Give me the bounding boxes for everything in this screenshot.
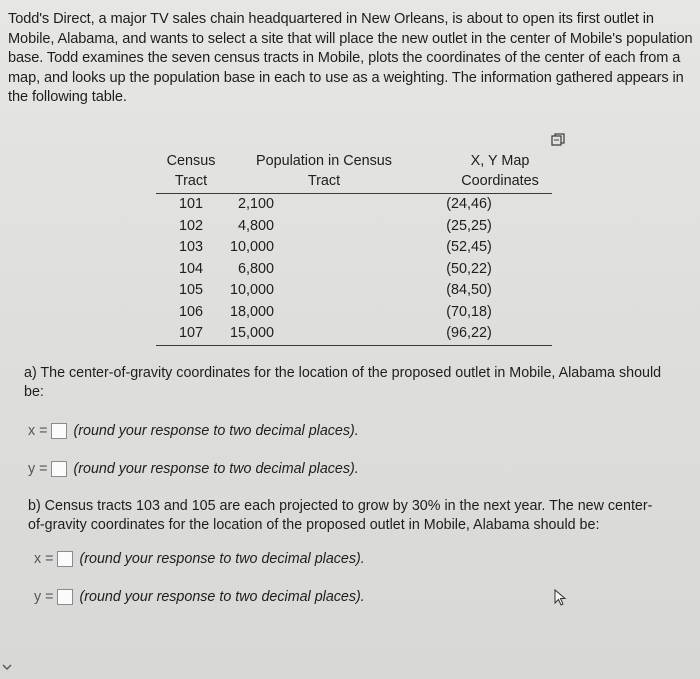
part-a-x-input[interactable] <box>51 423 67 439</box>
table-header-row <box>156 150 552 194</box>
tract-cell: 107 <box>156 323 226 345</box>
tract-cell: 101 <box>178 196 203 212</box>
header-census-tract: Census Tract <box>156 150 226 194</box>
coordinates-cell: (52,45) <box>446 239 492 255</box>
census-table <box>156 150 552 346</box>
table-row <box>156 216 552 238</box>
part-b-x-row <box>34 551 365 567</box>
population-cell: 2,100 <box>238 196 275 212</box>
mouse-pointer-icon <box>553 588 569 608</box>
part-b-x-label: x = <box>34 551 54 567</box>
part-b-y-row <box>34 589 365 605</box>
tract-cell: 106 <box>178 303 203 320</box>
coordinates-cell: (84,50) <box>446 282 492 298</box>
part-a-x-hint: (round your response to two decimal places). <box>73 423 359 439</box>
coordinates-cell: (50,22) <box>446 260 492 277</box>
header-coordinates: X, Y Map Coordinates <box>422 150 552 194</box>
part-a-y-row <box>28 461 359 477</box>
population-cell: 18,000 <box>230 303 275 320</box>
coordinates-cell: (70,18) <box>446 303 492 320</box>
part-a-x-label: x = <box>28 423 48 439</box>
part-b-x-hint: (round your response to two decimal places). <box>79 551 365 567</box>
part-a-y-hint: (round your response to two decimal places). <box>73 461 359 477</box>
copy-table-icon[interactable] <box>551 133 565 147</box>
tract-cell: 104 <box>178 260 203 277</box>
part-a-y-label: y = <box>28 461 48 477</box>
coordinates-cell: (25,25) <box>446 217 492 234</box>
tract-cell: 103 <box>178 239 203 255</box>
tract-cell: 105 <box>178 282 203 298</box>
coordinates-cell: (96,22) <box>422 323 552 345</box>
tract-cell: 102 <box>178 217 203 234</box>
part-b-prompt: b) Census tracts 103 and 105 are each projected to grow by 30% in the next year. The new center-of-gravity coordinates for the location of the proposed outlet in Mobile, Alabama should be: <box>28 498 653 533</box>
part-a-x-row <box>28 423 359 439</box>
table-row <box>156 194 552 216</box>
problem-statement: Todd's Direct, a major TV sales chain headquartered in New Orleans, is about to open its first outlet in Mobile, Alabama, and wants to select a site that will place the new outlet in the center of Mobile's population base. Todd examines the seven census tracts in Mobile, plots the coordinates of the center of each from a map, and looks up the population base in each to use as a weighting. The information gathered appears in the following table. <box>8 11 693 105</box>
part-b-x-input[interactable] <box>57 551 73 567</box>
chevron-down-icon[interactable] <box>2 660 12 674</box>
table-row <box>156 259 552 281</box>
population-cell: 4,800 <box>238 217 275 234</box>
part-b-y-input[interactable] <box>57 589 73 605</box>
part-a-y-input[interactable] <box>51 461 67 477</box>
population-cell: 10,000 <box>230 239 275 255</box>
part-a-prompt: a) The center-of-gravity coordinates for the location of the proposed outlet in Mobile, Alabama should be: <box>24 365 662 400</box>
table-row <box>156 237 552 259</box>
table-row <box>156 280 552 302</box>
population-cell: 15,000 <box>226 323 422 345</box>
part-b-y-hint: (round your response to two decimal places). <box>79 589 365 605</box>
table-row <box>156 302 552 324</box>
coordinates-cell: (24,46) <box>446 196 492 212</box>
table-row <box>156 323 552 345</box>
header-population: Population in Census Tract <box>226 150 422 194</box>
part-b-y-label: y = <box>34 589 54 605</box>
population-cell: 6,800 <box>238 260 275 277</box>
population-cell: 10,000 <box>230 282 275 298</box>
